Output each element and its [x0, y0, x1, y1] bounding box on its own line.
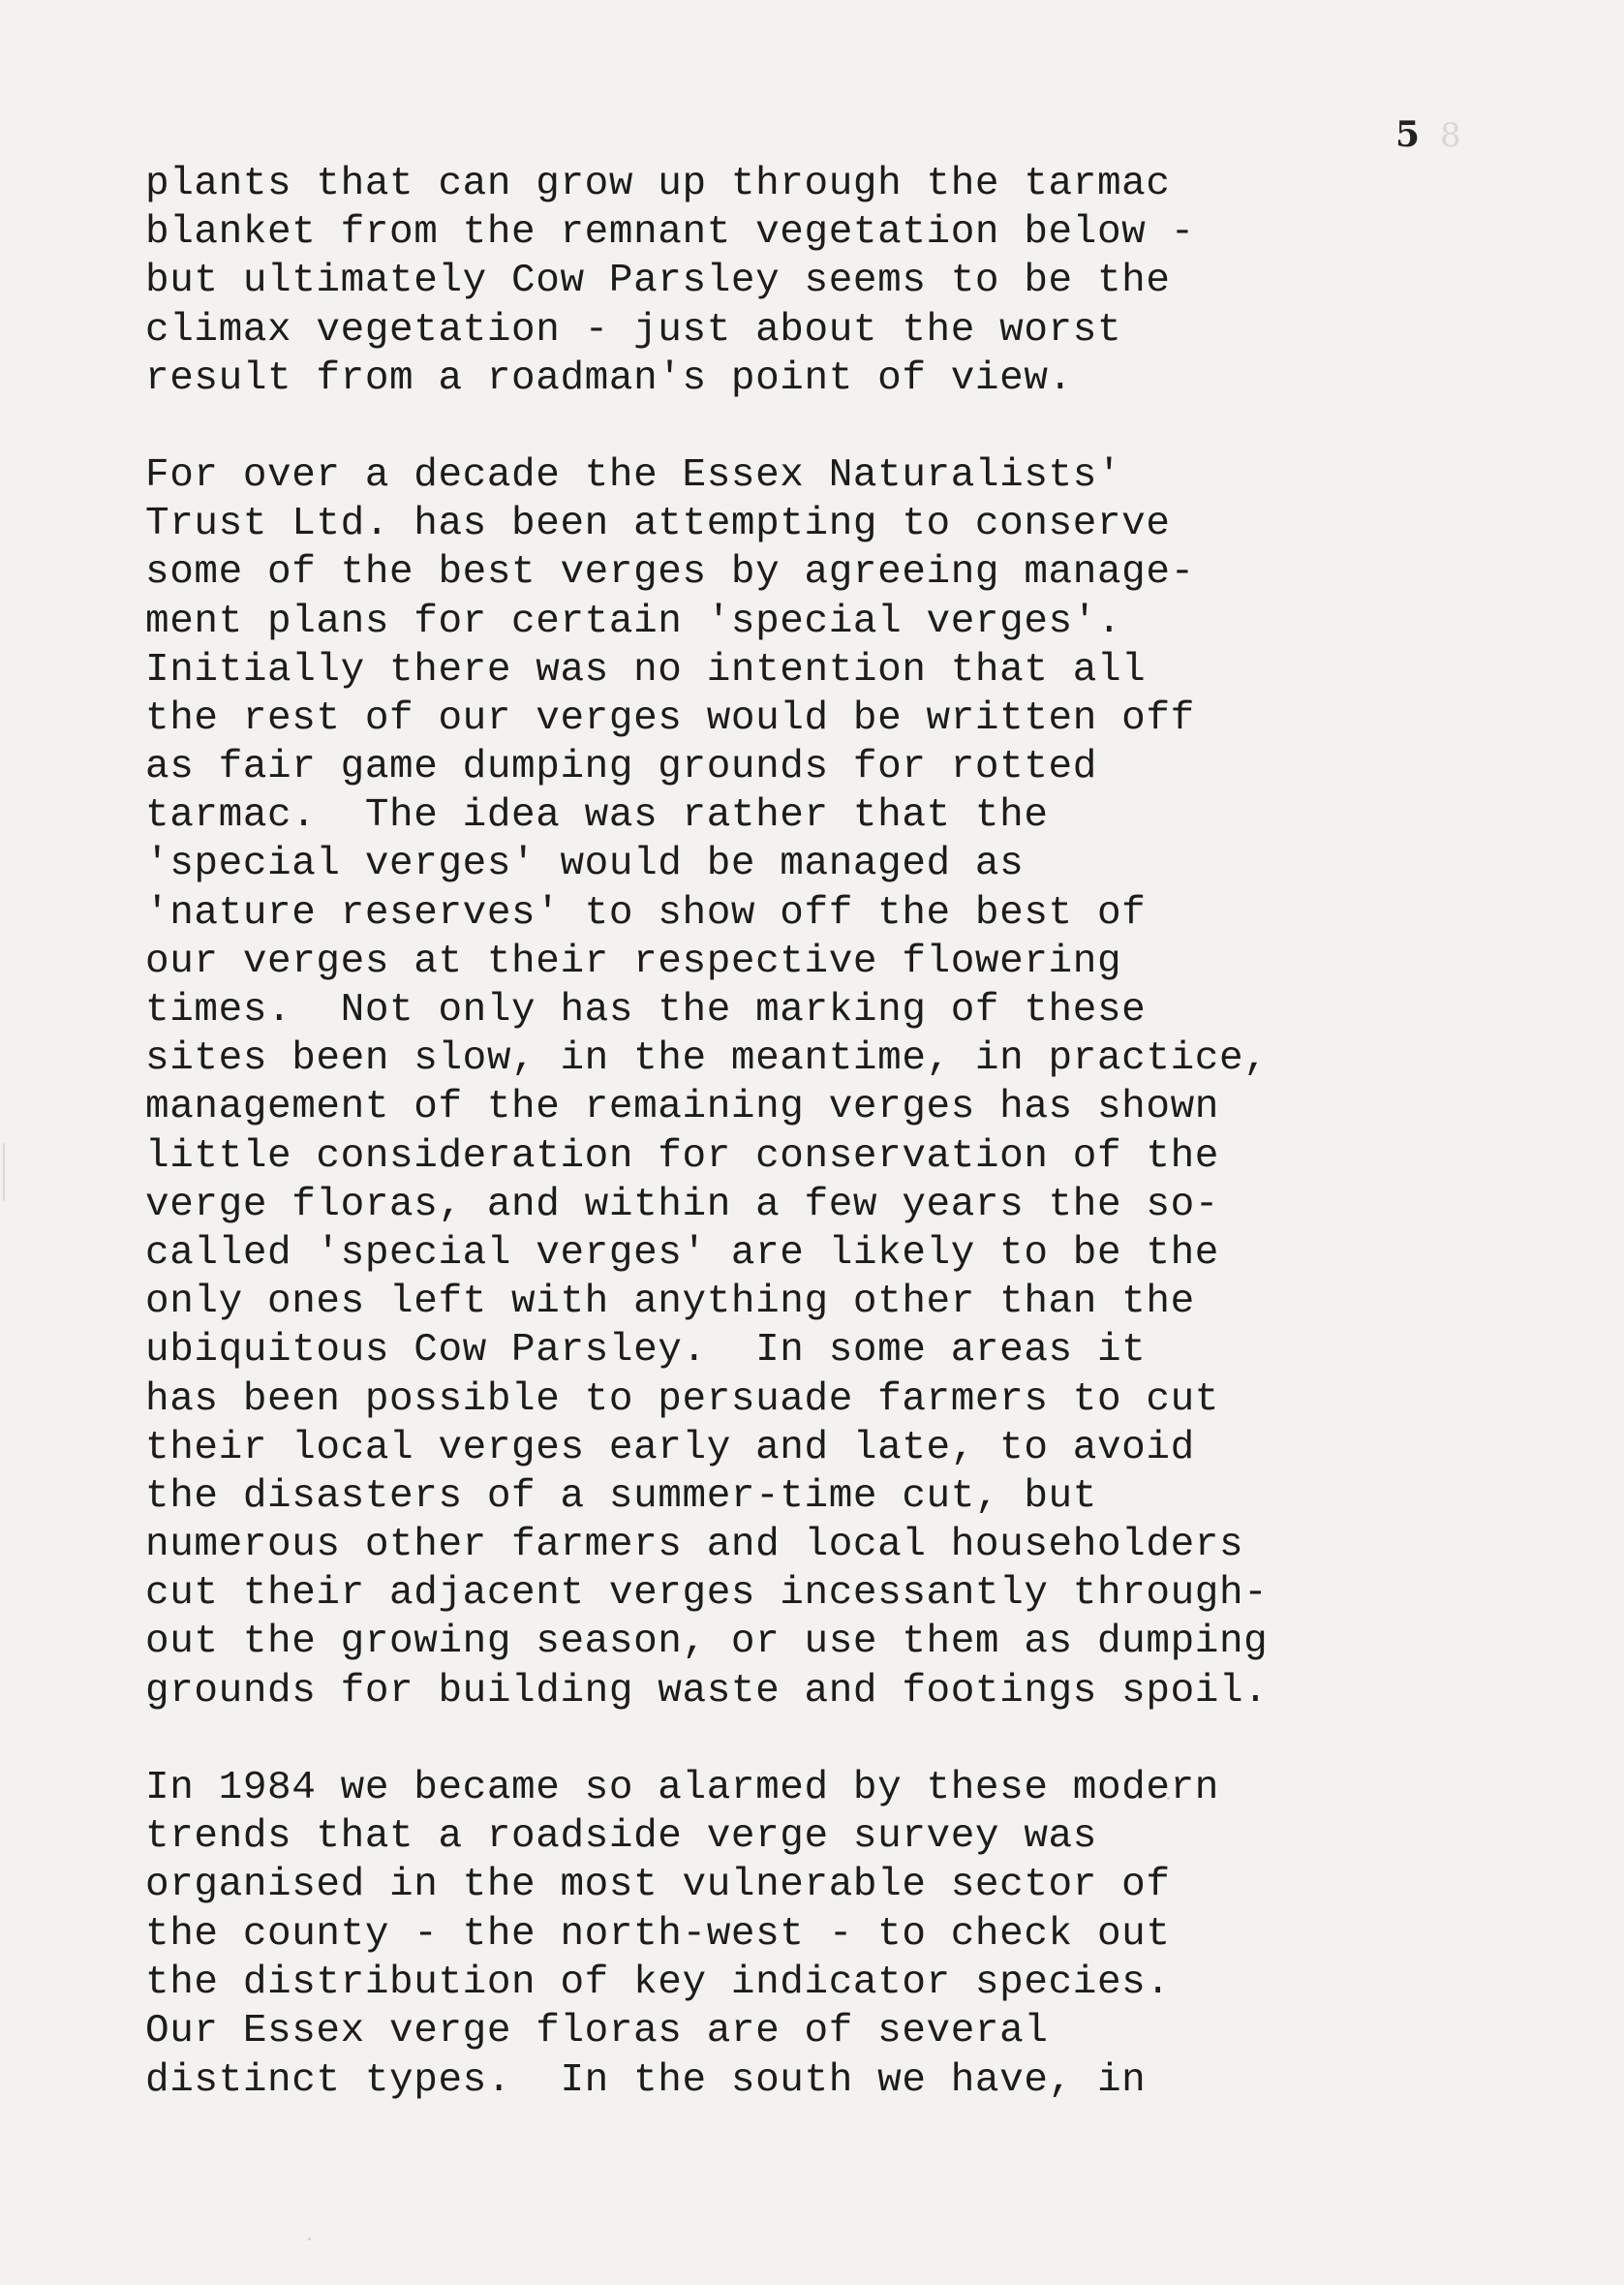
text-line: result from a roadman's point of view.: [145, 355, 1073, 401]
paragraph-2: [145, 451, 1501, 1715]
text-line: times. Not only has the marking of these: [145, 988, 1147, 1033]
text-line: management of the remaining verges has shown: [145, 1085, 1219, 1130]
text-line: numerous other farmers and local householders: [145, 1523, 1244, 1568]
show-through-page-number: 8: [1440, 116, 1461, 155]
text-line: the distribution of key indicator species.: [145, 1961, 1171, 2005]
text-line: Initially there was no intention that all: [145, 647, 1147, 693]
body-text: [145, 160, 1501, 2105]
text-line: climax vegetation - just about the worst: [145, 307, 1122, 353]
paragraph-1: [145, 160, 1501, 403]
text-line: plants that can grow up through the tarmac: [145, 162, 1171, 206]
text-line: cut their adjacent verges incessantly through-: [145, 1571, 1269, 1617]
text-line: some of the best verges by agreeing manage-: [145, 550, 1195, 596]
text-line: sites been slow, in the meantime, in practice,: [145, 1036, 1269, 1082]
text-line: In 1984 we became so alarmed by these modern: [145, 1765, 1219, 1810]
text-line: 'special verges' would be managed as: [145, 842, 1025, 887]
text-line: verge floras, and within a few years the so-: [145, 1182, 1219, 1227]
text-line: trends that a roadside verge survey was: [145, 1814, 1097, 1860]
text-line: blanket from the remnant vegetation below -: [145, 210, 1195, 256]
text-line: our verges at their respective flowering: [145, 939, 1122, 984]
text-line: out the growing season, or use them as dumping: [145, 1620, 1269, 1665]
text-line: tarmac. The idea was rather that the: [145, 793, 1049, 839]
text-line: For over a decade the Essex Naturalists': [145, 452, 1122, 498]
text-line: distinct types. In the south we have, in: [145, 2057, 1147, 2103]
text-line: but ultimately Cow Parsley seems to be the: [145, 259, 1171, 304]
text-line: has been possible to persuade farmers to cut: [145, 1376, 1219, 1422]
text-line: the county - the north-west - to check out: [145, 1911, 1171, 1957]
text-line: ment plans for certain 'special verges'.: [145, 599, 1122, 644]
text-line: ubiquitous Cow Parsley. In some areas it: [145, 1328, 1147, 1374]
text-line: Trust Ltd. has been attempting to conserve: [145, 502, 1171, 547]
page-number: 5: [1395, 114, 1421, 155]
text-line: grounds for building waste and footings spoil.: [145, 1668, 1269, 1714]
text-line: their local verges early and late, to avoid: [145, 1425, 1195, 1470]
text-line: the rest of our verges would be written off: [145, 695, 1195, 741]
text-line: organised in the most vulnerable sector of: [145, 1863, 1171, 1908]
text-line: Our Essex verge floras are of several: [145, 2009, 1049, 2054]
text-line: called 'special verges' are likely to be the: [145, 1230, 1219, 1276]
text-line: 'nature reserves' to show off the best of: [145, 890, 1147, 936]
text-line: only ones left with anything other than the: [145, 1280, 1195, 1325]
text-line: as fair game dumping grounds for rotted: [145, 745, 1097, 790]
paragraph-3: [145, 1764, 1501, 2105]
text-line: the disasters of a summer-time cut, but: [145, 1473, 1097, 1519]
text-line: little consideration for conservation of the: [145, 1133, 1219, 1179]
